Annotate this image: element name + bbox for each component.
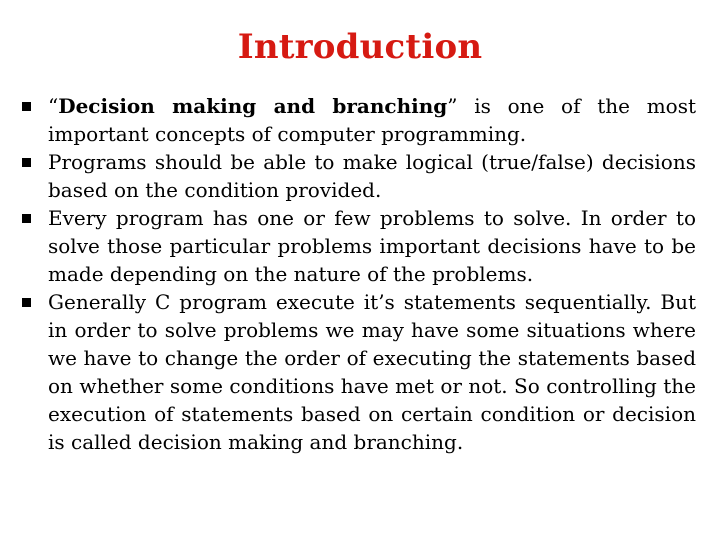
bullet-list — [20, 92, 696, 456]
bullet-item — [20, 148, 696, 204]
bullet-text: Every program has one or few problems to solve. In order to solve those particular problems important decisions have to be made depending on the nature of the problems. — [48, 206, 696, 286]
bullet-close-quote: ” — [447, 94, 458, 118]
bullet-text: Generally C program execute it’s statements sequentially. But in order to solve problems we may have some situations where we have to change the order of executing the statements based on whether some conditions have met or not. So controlling the execution of statements based on certain condition or decision is called decision making and branching. — [48, 290, 696, 454]
square-bullet-icon — [22, 214, 31, 223]
square-bullet-icon — [22, 102, 31, 111]
bullet-item — [20, 204, 696, 288]
square-bullet-icon — [22, 298, 31, 307]
bullet-text: Programs should be able to make logical (true/false) decisions based on the condition provided. — [48, 150, 696, 202]
bullet-text: is one of the most important concepts of computer programming. — [48, 94, 696, 146]
bullet-open-quote: “ — [48, 94, 59, 118]
bullet-item — [20, 92, 696, 148]
slide-title: Introduction — [237, 27, 483, 67]
bullet-bold-text: Decision making and branching — [58, 94, 448, 118]
square-bullet-icon — [22, 158, 31, 167]
bullet-item — [20, 288, 696, 456]
